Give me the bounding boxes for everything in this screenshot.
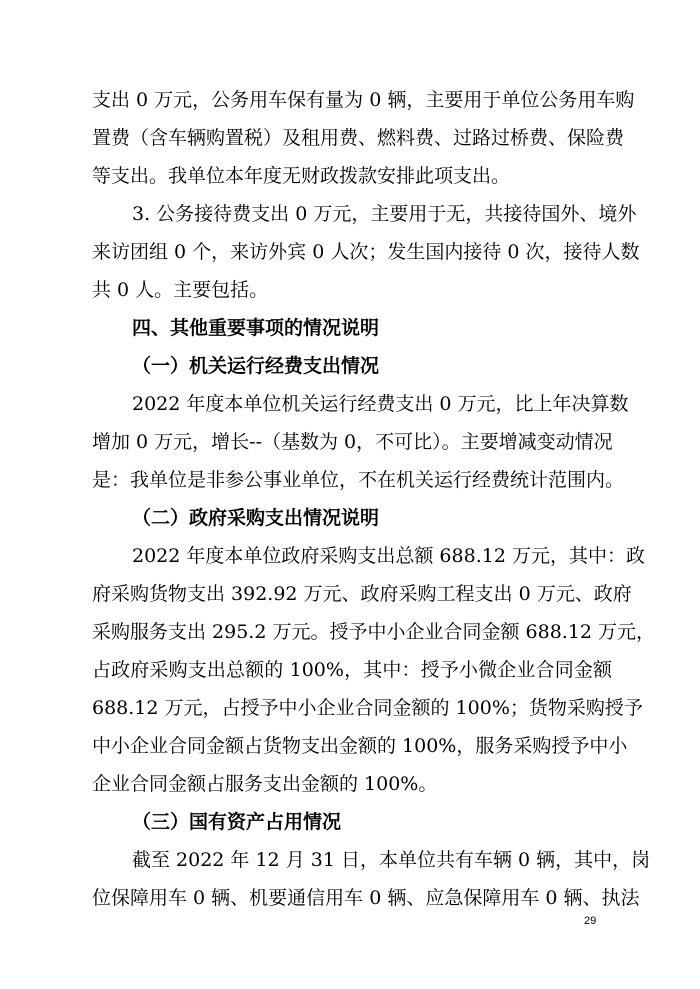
paragraph-line: 是：我单位是非参公事业单位，不在机关运行经费统计范围内。: [92, 469, 625, 491]
subsection-heading: （一）机关运行经费支出情况: [132, 355, 380, 377]
paragraph-line: 中小企业合同金额占货物支出金额的 100%，服务采购授予中小: [92, 735, 628, 757]
paragraph-line: 采购服务支出 295.2 万元。授予中小企业合同金额 688.12 万元，: [92, 621, 656, 643]
paragraph-line: 2022 年度本单位政府采购支出总额 688.12 万元，其中：政: [132, 545, 645, 567]
paragraph-line: 2022 年度本单位机关运行经费支出 0 万元，比上年决算数: [132, 393, 629, 415]
paragraph-line: 3. 公务接待费支出 0 万元，主要用于无，共接待国外、境外: [132, 203, 637, 225]
subsection-heading: （二）政府采购支出情况说明: [132, 507, 380, 529]
paragraph-line: 截至 2022 年 12 月 31 日，本单位共有车辆 0 辆，其中，岗: [132, 849, 651, 871]
paragraph-line: 688.12 万元，占授予中小企业合同金额的 100%；货物采购授予: [92, 697, 643, 719]
paragraph-line: 增加 0 万元，增长--（基数为 0，不可比）。主要增减变动情况: [92, 431, 613, 453]
paragraph-line: 共 0 人。主要包括。: [92, 279, 269, 301]
paragraph-line: 支出 0 万元，公务用车保有量为 0 辆，主要用于单位公务用车购: [92, 89, 635, 111]
paragraph-line: 来访团组 0 个，来访外宾 0 人次；发生国内接待 0 次，接待人数: [92, 241, 640, 263]
subsection-heading: （三）国有资产占用情况: [132, 811, 342, 833]
paragraph-line: 置费（含车辆购置税）及租用费、燃料费、过路过桥费、保险费: [92, 127, 625, 149]
paragraph-line: 等支出。我单位本年度无财政拨款安排此项支出。: [92, 165, 511, 187]
paragraph-line: 企业合同金额占服务支出金额的 100%。: [92, 773, 438, 795]
section-heading: 四、其他重要事项的情况说明: [132, 317, 380, 339]
paragraph-line: 府采购货物支出 392.92 万元、政府采购工程支出 0 万元、政府: [92, 583, 632, 605]
paragraph-line: 位保障用车 0 辆、机要通信用车 0 辆、应急保障用车 0 辆、执法: [92, 887, 640, 909]
page-number: 29: [584, 915, 597, 927]
paragraph-line: 占政府采购支出总额的 100%，其中：授予小微企业合同金额: [92, 659, 612, 681]
